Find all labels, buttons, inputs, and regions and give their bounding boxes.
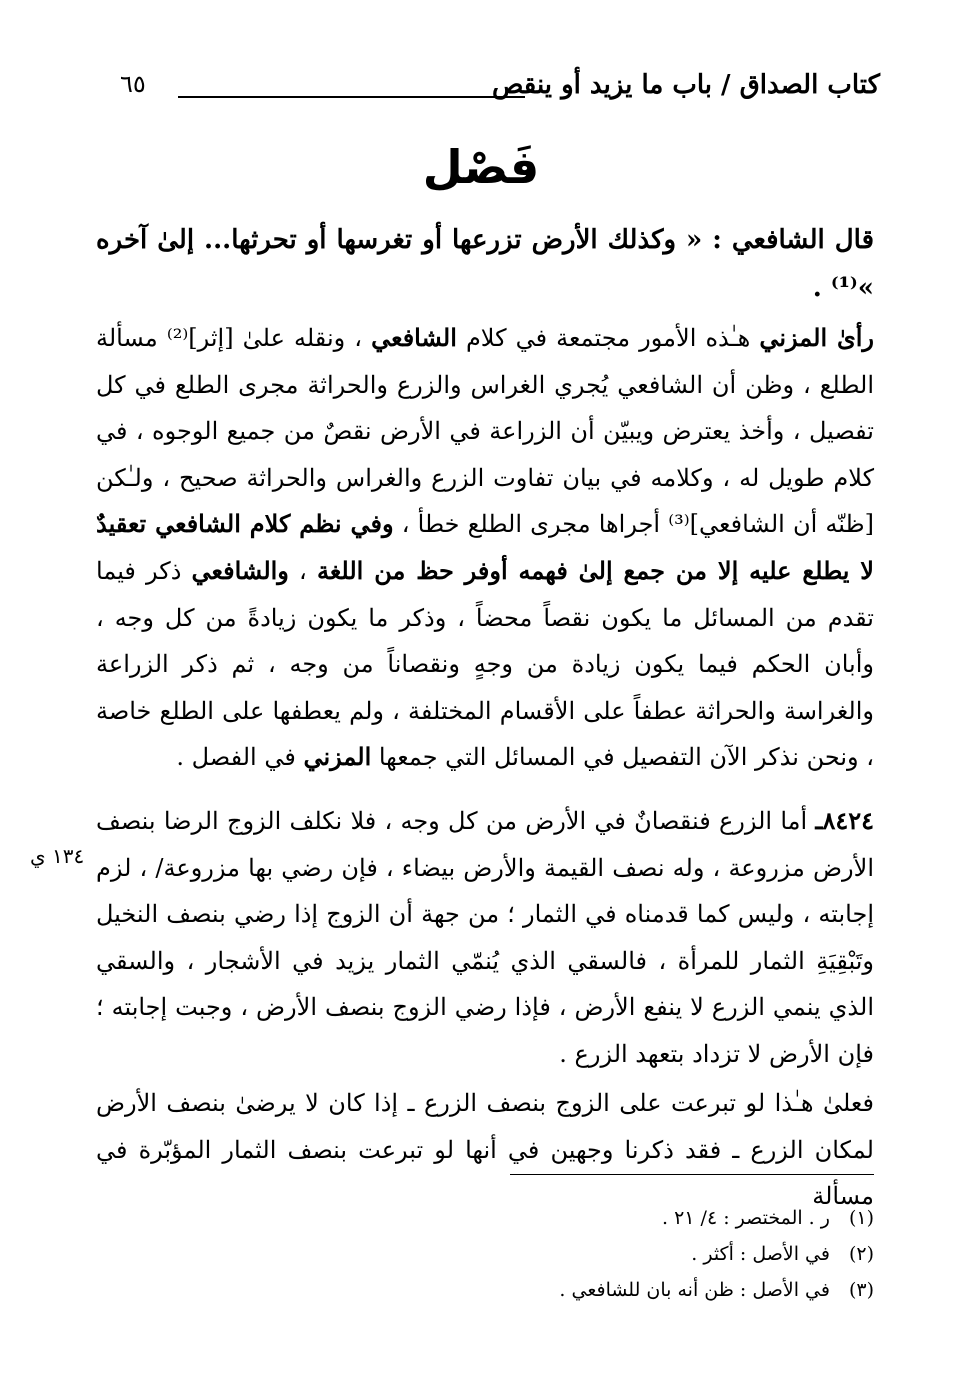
footnote-2 — [400, 1236, 874, 1272]
bold-name-shafii-2: والشافعي — [191, 555, 289, 585]
bold-name-muzani-2: المزني — [303, 742, 372, 772]
text-run: أما الزرع فنقصانٌ في الأرض من كل وجه ، فلا نكلف الزوج الرضا بنصف الأرض مزروعة ، وله نصف القيمة والأرض بيضاء ، فإن رضي بها مزروعة/ ، لزم إجابته ، وليس كما قدمناه في الثمار ؛ من جهة أن الزوج إذا رضي بنصف النخيل وتَبْقِيَةِ الثمار للمرأة ، فالسقي الذي يُنمّي الثمار يزيد في الأشجار ، والسقي الذي ينمي الزرع لا ينفع الأرض ، فإذا رضي الزوج بنصف الأرض ، وجبت إجابته ؛ فإن الأرض لا تزداد بتعهد الزرع . — [96, 807, 874, 1068]
header-rule — [178, 96, 525, 98]
page-header — [120, 70, 880, 110]
footnote-number: (١) — [848, 1207, 874, 1229]
section-heading: فَصْل — [422, 140, 540, 194]
footnote-3 — [400, 1272, 874, 1308]
bold-name-shafii: الشافعي — [371, 323, 457, 352]
footnote-text: في الأصل : ظن أنه بان للشافعي . — [559, 1279, 830, 1301]
bold-name-muzani: رأىٰ المزني — [759, 323, 874, 352]
paragraph-muzani — [96, 315, 874, 781]
footnotes — [400, 1200, 874, 1308]
footnote-text: ر . المختصر : ٤/ ٢١ . — [661, 1207, 830, 1229]
shafii-quote: قال الشافعي : « وكذلك الأرض تزرعها أو تغرسها أو تحرثها... إلىٰ آخره »⁽¹⁾ . — [96, 225, 874, 303]
paragraph-number: ٨٤٢٤ـ — [815, 806, 874, 835]
paragraph-continuation — [96, 1080, 874, 1220]
margin-folio-note: ١٣٤ ي — [30, 844, 85, 868]
paragraph-body — [96, 798, 874, 1078]
footnote-number: (٢) — [848, 1243, 874, 1265]
text-run: ، ونقله علىٰ [إثر]⁽²⁾ مسألة الطلع ، وظن أن الشافعي يُجري الغراس والزرع والحراثة مجرى الطلع في كل تفصيل ، وأخذ يعترض ويبيّن أن الزراعة في الأرض نقصٌ من جميع الوجوه ، في كلام طويل له ، وكلامه في بيان تفاوت الزرع والغراس والحراثة صحيح ، ولـٰكن [ظنّه أن الشافعي]⁽³⁾ أجراها مجرى الطلع خطأ ، — [96, 324, 874, 539]
footnote-1 — [400, 1200, 874, 1236]
page-number: ٦٥ — [120, 70, 146, 98]
text-run: ذكر فيما تقدم من المسائل ما يكون نقصاً محضاً ، وذكر ما يكون زيادةً من كل وجه ، وأبان الحكم فيما يكون زيادة من وجهٍ ونقصاناً من وجه ، ثم ذكر الزراعة والغراسة والحراثة عطفاً على الأقسام المختلفة ، ولم يعطفها على الطلع خاصة ، ونحن نذكر الآن التفصيل في المسائل التي جمعها — [96, 556, 874, 772]
text-run: في الفصل . — [176, 743, 304, 772]
paragraph-8424 — [96, 798, 874, 1078]
footnote-number: (٣) — [848, 1279, 874, 1301]
footnote-rule — [510, 1174, 874, 1175]
text-run: ، — [288, 556, 317, 585]
paragraph-body: فعلىٰ هـٰذا لو تبرعت على الزوج بنصف الزرع ـ إذا كان لا يرضىٰ بنصف الأرض لمكان الزرع ـ فقد ذكرنا وجهين في أنها لو تبرعت بنصف الثمار المؤبّرة في مسألة — [96, 1089, 874, 1211]
running-title: كتاب الصداق / باب ما يزيد أو ينقص — [491, 70, 880, 100]
text-run: هـٰذه الأمور مجتمعة في كلام — [456, 324, 760, 352]
footnote-text: في الأصل : أكثر . — [691, 1243, 830, 1265]
bold-emphasis: وفي نظم كلام الشافعي تعقيدٌ لا يطلع عليه إلا من جمع إلىٰ فهمه أوفر حظ من اللغة — [96, 509, 874, 585]
paragraph-body — [96, 315, 874, 781]
